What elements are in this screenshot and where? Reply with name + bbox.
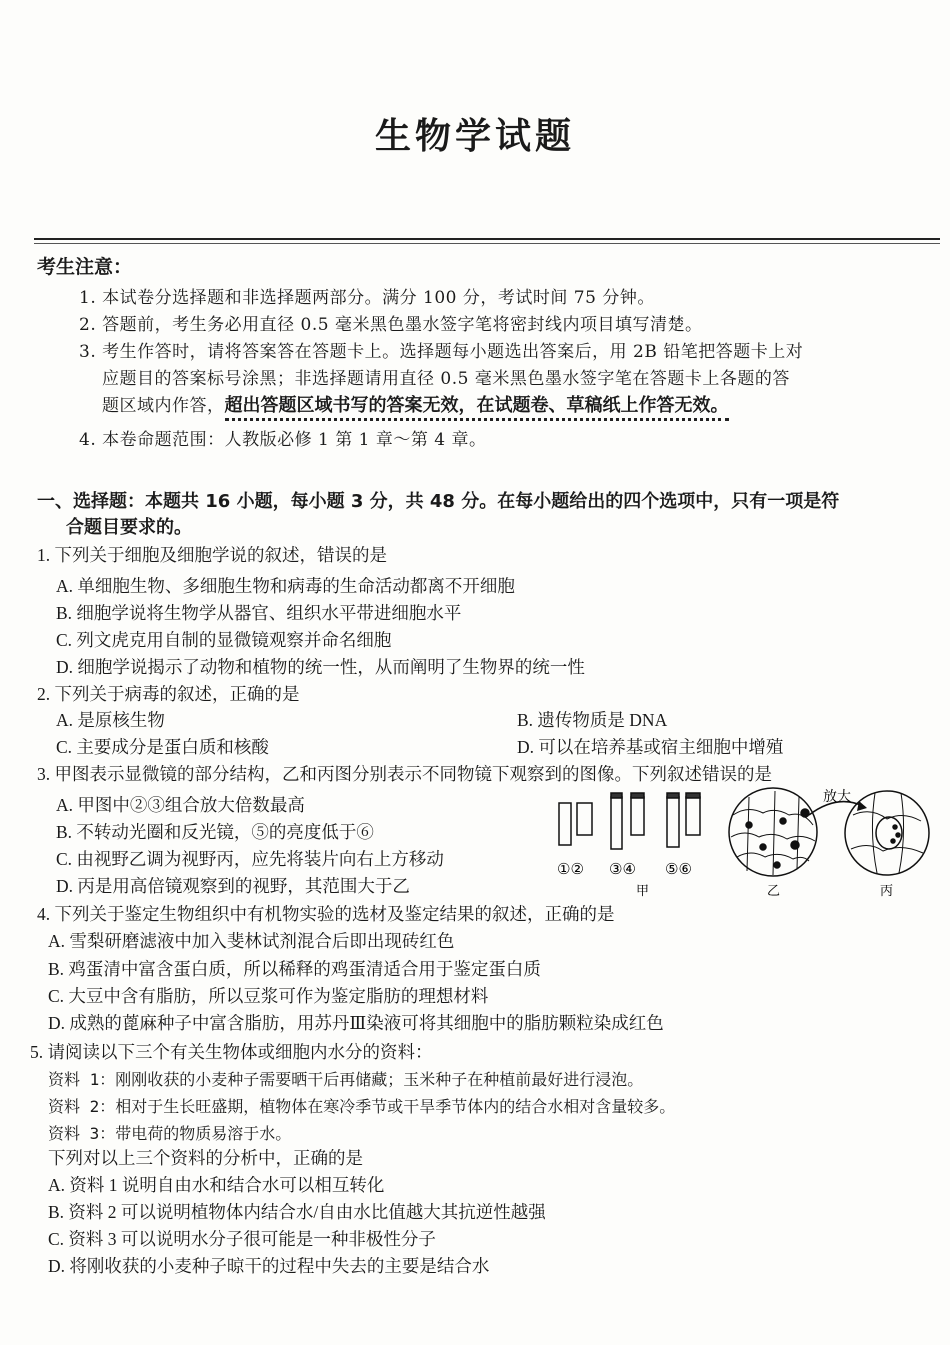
q5-material-2: 资料 2：相对于生长旺盛期，植物体在寒冷季节或干旱季节体内的结合水相对含量较多。: [48, 1097, 676, 1116]
q4-option-d: D. 成熟的蓖麻种子中富含脂肪，用苏丹Ⅲ染液可将其细胞中的脂肪颗粒染成红色: [48, 1013, 664, 1033]
q4-stem: 4. 下列关于鉴定生物组织中有机物实验的选材及鉴定结果的叙述，正确的是: [37, 904, 615, 924]
q2-stem: 2. 下列关于病毒的叙述，正确的是: [37, 684, 300, 704]
q4-option-c: C. 大豆中含有脂肪，所以豆浆可作为鉴定脂肪的理想材料: [48, 986, 489, 1006]
notice-item-3-tail: 题区域内作答，: [102, 396, 225, 416]
page-title: 生物学试题: [374, 116, 575, 157]
q4-option-b: B. 鸡蛋清中富含蛋白质，所以稀释的鸡蛋清适合用于鉴定蛋白质: [48, 959, 541, 979]
label-yi: 乙: [767, 884, 781, 899]
lens-nums-2: ③④: [609, 860, 636, 878]
q5-option-c: C. 资料 3 可以说明水分子很可能是一种非极性分子: [48, 1229, 436, 1249]
q3-option-d: D. 丙是用高倍镜观察到的视野，其范围大于乙: [56, 876, 410, 896]
q3-stem: 3. 甲图表示显微镜的部分结构，乙和丙图分别表示不同物镜下观察到的图像。下列叙述错误的是: [37, 764, 772, 784]
notice-item-3: 3. 考生作答时，请将答案答在答题卡上。选择题每小题选出答案后，用 2B 铅笔把答题卡上对: [79, 342, 804, 362]
notice-emphasis: 超出答题区域书写的答案无效，在试题卷、草稿纸上作答无效。: [225, 395, 729, 421]
view-bing: [845, 791, 929, 875]
notice-heading: 考生注意：: [37, 256, 133, 278]
q2-option-a: A. 是原核生物: [56, 710, 165, 730]
section-heading-cont: 合题目要求的。: [66, 517, 192, 538]
q5-material-1: 资料 1：刚刚收获的小麦种子需要晒干后再储藏；玉米种子在种植前最好进行浸泡。: [48, 1070, 644, 1089]
notice-item-3-cont2: [102, 391, 729, 417]
q1-option-d: D. 细胞学说揭示了动物和植物的统一性，从而阐明了生物界的统一性: [56, 657, 585, 677]
lens-group-2: [611, 793, 644, 849]
q4-option-a: A. 雪梨研磨滤液中加入斐林试剂混合后即出现砖红色: [48, 931, 455, 951]
lens-group-3: [667, 793, 700, 847]
lens-nums-3: ⑤⑥: [665, 860, 692, 878]
header-rule-thin: [34, 243, 940, 244]
q5-stem: 5. 请阅读以下三个有关生物体或细胞内水分的资料：: [30, 1042, 433, 1062]
lens-group-1: [559, 803, 592, 845]
q1-option-c: C. 列文虎克用自制的显微镜观察并命名细胞: [56, 630, 392, 650]
q3-option-a: A. 甲图中②③组合放大倍数最高: [56, 795, 305, 815]
q2-option-d: D. 可以在培养基或宿主细胞中增殖: [517, 737, 784, 757]
label-jia: 甲: [636, 884, 650, 899]
notice-item-1: 1. 本试卷分选择题和非选择题两部分。满分 100 分，考试时间 75 分钟。: [79, 288, 655, 308]
section-heading: 一、选择题：本题共 16 小题，每小题 3 分，共 48 分。在每小题给出的四个选项中，只有一项是符: [37, 491, 840, 512]
notice-item-4: 4. 本卷命题范围：人教版必修 1 第 1 章～第 4 章。: [79, 430, 487, 450]
q1-stem: 1. 下列关于细胞及细胞学说的叙述，错误的是: [37, 545, 387, 565]
q3-option-b: B. 不转动光圈和反光镜，⑤的亮度低于⑥: [56, 822, 374, 842]
label-bing: 丙: [880, 884, 894, 899]
q2-option-c: C. 主要成分是蛋白质和核酸: [56, 737, 269, 757]
q2-option-b: B. 遗传物质是 DNA: [517, 710, 668, 730]
q3-option-c: C. 由视野乙调为视野丙，应先将装片向右上方移动: [56, 849, 444, 869]
q1-option-b: B. 细胞学说将生物学从器官、组织水平带进细胞水平: [56, 603, 462, 623]
microscope-figure: [553, 785, 933, 903]
q5-material-3: 资料 3：带电荷的物质易溶于水。: [48, 1124, 292, 1143]
lens-nums-1: ①②: [557, 860, 584, 878]
q1-option-a: A. 单细胞生物、多细胞生物和病毒的生命活动都离不开细胞: [56, 576, 515, 596]
q5-option-a: A. 资料 1 说明自由水和结合水可以相互转化: [48, 1175, 385, 1195]
q5-option-d: D. 将刚收获的小麦种子晾干的过程中失去的主要是结合水: [48, 1256, 490, 1276]
notice-item-3-cont: 应题目的答案标号涂黑；非选择题请用直径 0.5 毫米黑色墨水签字笔在答题卡上各题的答: [102, 369, 790, 389]
header-rule: [34, 238, 940, 240]
q5-ask: 下列对以上三个资料的分析中，正确的是: [48, 1148, 363, 1168]
q5-option-b: B. 资料 2 可以说明植物体内结合水/自由水比值越大其抗逆性越强: [48, 1202, 546, 1222]
label-magnify: 放大: [823, 789, 851, 805]
view-yi: [729, 788, 817, 876]
notice-item-2: 2. 答题前，考生务必用直径 0.5 毫米黑色墨水签字笔将密封线内项目填写清楚。: [79, 315, 703, 335]
